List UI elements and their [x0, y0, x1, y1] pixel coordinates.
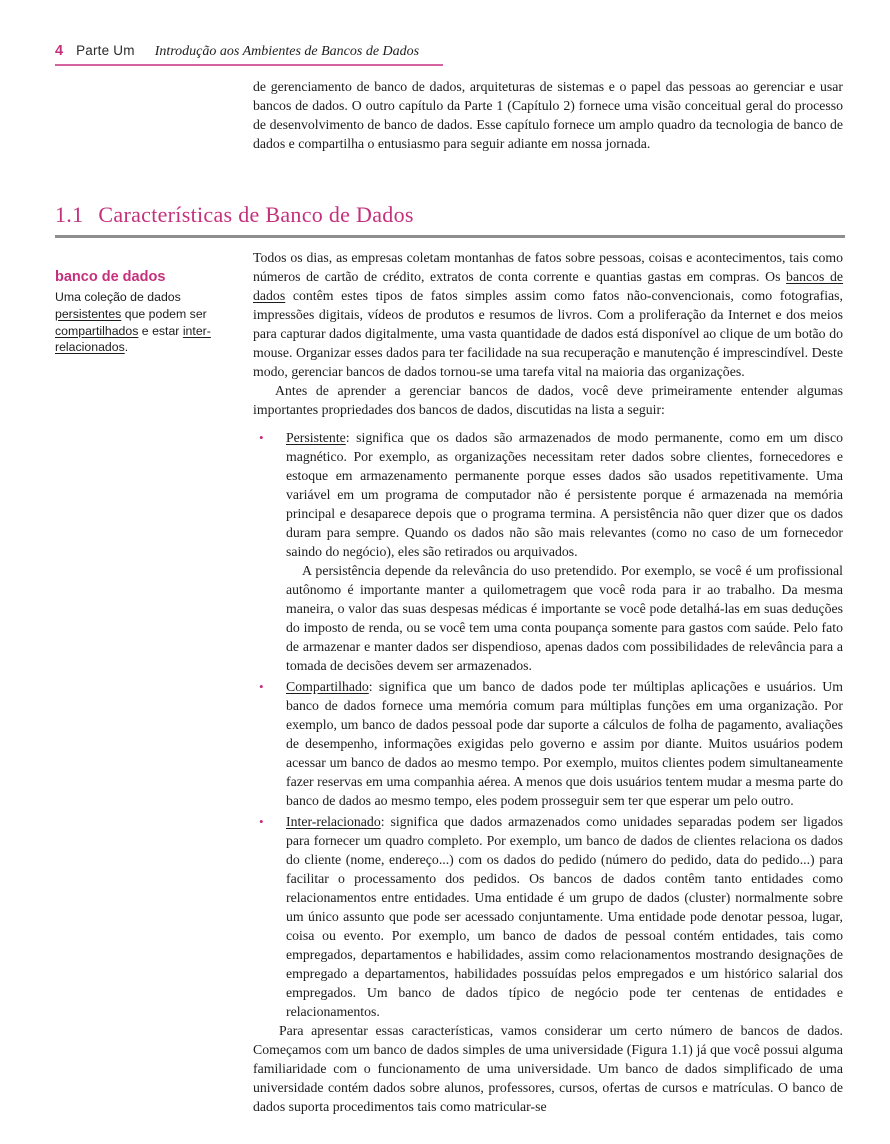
intro-paragraph: de gerenciamento de banco de dados, arquiteturas de sistemas e o papel das pessoas ao gerenciar e usar bancos de dados. O outro capítulo da Parte 1 (Capítulo 2) fornece uma visão conceitual geral do processo de desenvolvimento de banco de dados. Esse capítulo fornece um amplo quadro da tecnologia de banco de dados e compartilha o entusiasmo para seguir adiante em nossa jornada. [253, 79, 843, 151]
paragraph-properties-intro-2: Antes de aprender a gerenciar bancos de dados, você deve primeiramente entender algumas importantes propriedades dos bancos de dados, discutidas na lista a seguir: [253, 383, 843, 417]
intro-column [253, 77, 843, 153]
properties-list [253, 428, 843, 1021]
part-label: Parte Um [76, 43, 135, 58]
bullet-persistente-extra-text: A persistência depende da relevância do uso pretendido. Por exemplo, se você é um profissional autônomo é importante manter a quilometragem que você roda para ir ao trabalho. Da mesma maneira, o valor das suas despesas médicas é importante se você pode detalhá-las em suas deduções do imposto de renda, ou se você tem uma conta poupança somente para gastos com saúde. Pelo fato de armazenar e manter dados ser dispendioso, apenas dados com possibilidades de relevância para a tomada de decisões devem ser armazenados. [286, 563, 843, 673]
closing-paragraph: Para apresentar essas características, vamos considerar um certo número de bancos de dados. Começamos com um banco de dados simples de uma universidade (Figura 1.1) já que você possui alguma familiaridade com o funcionamento de uma universidade. Um banco de dados simplificado de uma universidade contém dados sobre alunos, professores, cursos, ofertas de cursos e matrículas. O banco de dados suporta procedimentos tais como matricular-se [253, 1023, 843, 1114]
bullet-icon [259, 812, 264, 831]
page-number: 4 [55, 43, 64, 59]
part-title: Introdução aos Ambientes de Bancos de Dados [154, 44, 420, 59]
bullet-compartilhado-text: Compartilhado: significa que um banco de dados pode ter múltiplas aplicações e usuários. Um banco de dados fornece uma memória comum para múltiplas funções em uma organização. Por exemplo, um banco de dados pessoal pode dar suporte a cálculos de folha de pagamento, avaliações de desempenho, informações exigidas pelo governo e assim por diante. Muitos usuários podem acessar um banco de dados ao mesmo tempo. Por exemplo, muitos clientes podem simultaneamente fazer reservas em uma companhia aérea. A menos que dois usuários tentem mudar a mesma parte do banco de dados ao mesmo tempo, eles podem prosseguir sem ter que esperar um pelo outro. [286, 679, 843, 808]
bullet-icon [259, 677, 264, 696]
section-heading [55, 202, 843, 228]
list-item [253, 812, 843, 1021]
list-item [253, 677, 843, 810]
running-head [55, 43, 850, 60]
bullet-persistente-text: Persistente: significa que os dados são armazenados de modo permanente, como em um disco magnético. Por exemplo, as organizações necessitam reter dados sobre clientes, fornecedores e estoque em armazenamento permanente porque esses dados são usados repetitivamente. Uma variável em um programa de computador não é persistente porque é armazenada na memória principal e desaparece depois que o programa termina. A persistência não quer dizer que os dados duram para sempre. Quando os dados não são mais relevantes (como no caso de um fornecedor saindo do negócio), eles são retirados ou arquivados. [286, 430, 843, 559]
main-column [253, 248, 843, 1116]
margin-note-definition: Uma coleção de dados persistentes que podem ser compartilhados e estar inter-relacionados. [55, 290, 211, 355]
bullet-inter-relacionado-text: Inter-relacionado: significa que dados armazenados como unidades separadas podem ser ligados para fornecer um quadro completo. Por exemplo, um banco de dados de clientes relaciona os dados do cliente (nome, endereço...) com os dados do pedido (número do pedido, data do pedido...) para facilitar o processamento dos pedidos. Os bancos de dados contêm tanto entidades como relacionamentos entre entidades. Uma entidade é um grupo de dados (cluster) normalmente sobre um único assunto que pode ser acessado conjuntamente. Uma entidade pode denotar pessoa, lugar, coisa ou evento. Por exemplo, um banco de dados de pessoal contém entidades, tais como empregados, departamentos e habilidades, assim como relacionamentos mostrando designações de empregado a departamentos, habilidades possuídas pelos empregados e um histórico salarial dos empregados. Um banco de dados típico de negócio pode ter centenas de entidades e relacionamentos. [286, 814, 843, 1019]
list-item [253, 428, 843, 675]
section-title: Características de Banco de Dados [98, 202, 414, 227]
margin-note [55, 269, 245, 356]
header-rule [55, 64, 443, 66]
section-number: 1.1 [55, 202, 84, 227]
bullet-icon [259, 428, 264, 447]
section-rule [55, 235, 845, 238]
margin-note-term: banco de dados [55, 269, 166, 285]
paragraph-properties-intro-1: Todos os dias, as empresas coletam montanhas de fatos sobre pessoas, coisas e acontecimentos, tais como números de cartão de crédito, extratos de conta corrente e quantias gastas em compras. Os bancos de dados contêm estes tipos de fatos simples assim como fatos não-convencionais, como fotografias, impressões digitais, vídeos de produtos e resumos de livros. Com a proliferação da Internet e dos meios para capturar dados digitalmente, uma vasta quantidade de dados está disponível ao clique de um botão do mouse. Organizar esses dados para ter facilidade na sua recuperação e manutenção é imprescindível. Deste modo, gerenciar bancos de dados tornou-se uma tarefa vital na maioria das organizações. [253, 250, 843, 379]
